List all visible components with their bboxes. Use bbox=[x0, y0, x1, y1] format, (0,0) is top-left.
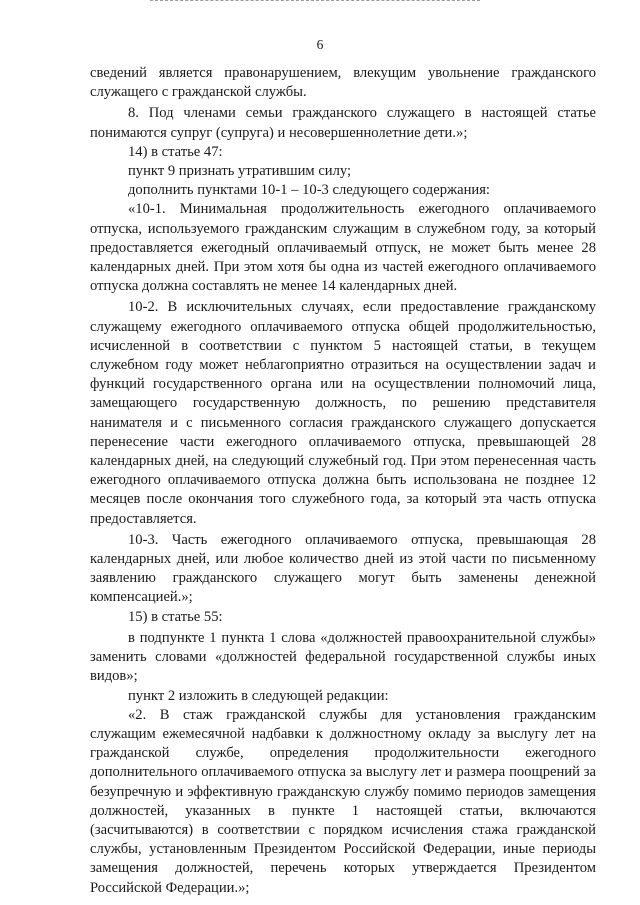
paragraph-add-clauses: дополнить пунктами 10-1 – 10-3 следующего содержания: bbox=[128, 182, 490, 199]
paragraph-clause-2-text: «2. В стаж гражданской службы для установления гражданским служащим ежемесячной надбавки к должностному окладу за выслугу лет на гражданской службе, определения продолжительности ежегодного дополнительного оплачиваемого отпуска за выслугу лет и размера поощрений за безупречную и эффективную гражданскую службу помимо периодов замещения должностей, указанных в пункте 1 настоящей статьи, включаются (засчитываются) в соответствии с порядком исчисления стажа гражданской службы, установленным Президентом Российской Федерации, иные периоды замещения должностей, перечень которых утверждается Президентом Российской Федерации.»; bbox=[90, 706, 596, 896]
paragraph-clause-2-intro: пункт 2 изложить в следующей редакции: bbox=[128, 687, 389, 704]
paragraph-clause-10-3: 10-3. Часть ежегодного оплачиваемого отпуска, превышающая 28 календарных дней, или любое количество дней из этой части по письменному заявлению гражданского служащего могут быть заменены денежной компенсацией.»; bbox=[90, 531, 596, 606]
paragraph-item-14: 14) в статье 47: bbox=[128, 143, 223, 160]
document-body bbox=[90, 64, 596, 898]
scan-edge-line bbox=[150, 0, 480, 3]
paragraph-subclause-1: в подпункте 1 пункта 1 слова «должностей правоохранительной службы» заменить словами «должностей федеральной государственной службы иных видов»; bbox=[90, 629, 596, 685]
paragraph-clause-9-repeal: пункт 9 признать утратившим силу; bbox=[128, 163, 352, 180]
paragraph-item-15: 15) в статье 55: bbox=[128, 608, 223, 625]
paragraph-clause-10-1: «10-1. Минимальная продолжительность ежегодного оплачиваемого отпуска, используемого гражданским служащим в служебном году, за который предоставляется ежегодный оплачиваемый отпуск, не может быть менее 28 календарных дней. При этом хотя бы одна из частей ежегодного оплачиваемого отпуска должна составлять не менее 14 календарных дней. bbox=[90, 201, 596, 295]
page-number: 6 bbox=[316, 37, 324, 52]
paragraph-continuation: сведений является правонарушением, влекущим увольнение гражданского служащего с гражданской службы. bbox=[90, 65, 596, 101]
paragraph-clause-10-2: 10-2. В исключительных случаях, если предоставление гражданскому служащему ежегодного оплачиваемого отпуска общей продолжительностью, исчисленной в соответствии с пунктом 5 настоящей статьи, в текущем служебном году может неблагоприятно отразиться на осуществлении задач и функций государственного органа или на осуществлении полномочий лица, замещающего государственную должность, по решению представителя нанимателя и с письменного согласия гражданского служащего допускается перенесение части ежегодного оплачиваемого отпуска, превышающей 28 календарных дней, на следующий служебный год. При этом перенесенная часть ежегодного оплачиваемого отпуска должна быть использована не позднее 12 месяцев после окончания того служебного года, за который эта часть отпуска предоставляется. bbox=[90, 299, 596, 527]
paragraph-clause-8: 8. Под членами семьи гражданского служащего в настоящей статье понимаются супруг (супруга) и несовершеннолетние дети.»; bbox=[90, 105, 596, 141]
